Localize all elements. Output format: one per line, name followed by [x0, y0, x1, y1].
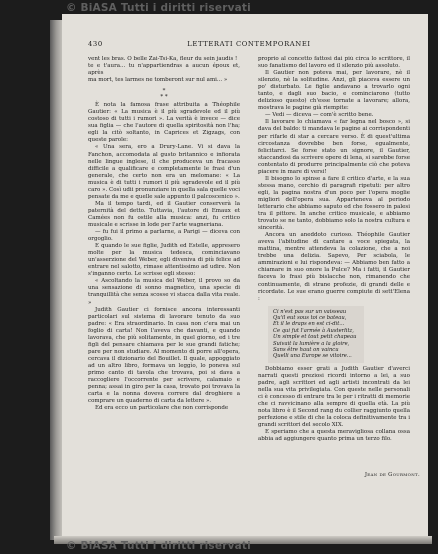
- paragraph: E speriamo che a questa meravigliosa collana ossa abbia ad aggiungere quanto prima un terzo filo.: [258, 429, 410, 443]
- poem-line: Et il le draps en est ci-dit...: [273, 321, 345, 328]
- author-signature: Jean de Gourmont.: [364, 472, 420, 478]
- running-title: LETTERATI CONTEMPORANEI: [187, 40, 311, 48]
- intro-line: te e t'aura... tu n'appartiendras a aucun époux et, après: [88, 63, 240, 77]
- poem-line: Ci n'est pas sur un vaisseau: [273, 308, 347, 315]
- poem-line: Qu'il eut sous toi ce bateau,: [273, 315, 347, 322]
- poem-line: Un simple et tout petit chapeau: [273, 334, 357, 341]
- poem-block: [268, 306, 364, 363]
- intro-line: ma mort, tes larmes ne tomberont sur nul ami... »: [88, 77, 228, 84]
- poem-line: Quelli una Europe se vitoire...: [273, 353, 352, 360]
- paragraph: Judith Gautier ci fornisce ancora interessanti particolari sul sistema di lavorare tenuto da suo padre: « Era straordinario. In casa non c'era mai un foglio di carta! Non l'aveva che davanti, e quando lavorava, che più solitamente, in quel giorno, ed i tre figli del pensare chiamava per le sue grandi fatiche; pare per non studiare. Al momento di porre all'opera, cercava il dizionario del Bouillet. Il quale, appoggiato ad un altro libro, formava un leggìo, lo poneva sul primo canto di tavola che trovava, poi si dava a raccogliere l'occorrente per scrivere, calamaio e penna; assai in giro per la casa, trovato poi trovava la carta e la nonna doveva correre dal droghiere a comprare un quaderno di carta da lettere ».: [88, 306, 240, 405]
- intro-line: vent les bras. O belle Zai-Tsi-Ka, fleur du sein jaudis !: [88, 56, 238, 62]
- paragraph: Il bisogno lo spinse a fare il critico d'arte, e la sua stessa mano, cerchio di paragrafi ripetuti: per altro egli, la pagina nostra d'un poco per l'opera moglie migliori dell'opera sua. Apparteneva al periodo letterario che abbiamo saputo ed che fossero in palesi tra il pittore. In anche critico musicale, e abbiamo trovato se ne tanto, dobbiamo solo la nostra cultura e sincerità.: [258, 175, 410, 232]
- page-header: [88, 40, 410, 51]
- poem-line: Sans être haut on vaincu: [273, 347, 339, 354]
- paragraph: Il Gautier non poteva mai, per lavorare, nè il silenzio, nè la solitudine. Anzi, gli piaceva essere un po' disturbato. Le figlie andavano a trovarlo ogni tanto, e dagli suo bacio, e cominciarono (tutto delizioso questo) ch'esse tornate a lavorare; allora, mostrava le pagine già riempite:: [258, 70, 410, 112]
- paragraph: Dobbiamo esser grati a Judith Gautier d'averci narrati questi preziosi ricordi intorno a lei, a suo padre, agli scrittori ed agli artisti incontrati da lei nella sua vita privilegiata. Con queste nelle personali ci è concesso di entrare tra le per i ritratti di memorie che ci ravvicinano alla sempre di quella età. La più nota libro è il Second rang du collier raggiunto quella perfezione e stile di che la coloca definitivamente tra i grandi scrittori del secolo XIX.: [258, 365, 410, 429]
- paragraph: « Ascoltando la musica del Weber, il provo so da una sensazione di sonno magnetico, una specie di tranquillità che senza scosse vi stacca dalla vita reale. »: [88, 278, 240, 306]
- paragraph: « Una sera, ero a Drury-Lane. Vi si dava la Fanchon, accomodata al gusto britannico e infiorata nelle lingue inglese, il che produceva un fracasso difficile a qualificare e completamente le frasi d'un generale, che certo non era un melomane: « La musica è di tutti i rumori il più sgradevole ed il più caro ». Così udii pronunziare in quella sala quelle voci pensate da me e quelle sale appunto il palcoscenico ».: [88, 144, 240, 200]
- watermark-top: © BiASA Tutti i diritti riservati: [66, 2, 251, 14]
- paragraph: E quando le sue figlie, Judith ed Estelle, appresero molte per la musica tedesca, cominciavano un'asserzione del Weber, egli diveniva di più felice ad entrare nel salotto, rimase attentissimo ad udire. Non s'inganno certo. Le scrisse egli stesso:: [88, 243, 240, 278]
- watermark-bottom: © BiASA Tutti i diritti riservati: [66, 540, 251, 552]
- right-column: [258, 56, 410, 476]
- page-number: 430: [88, 40, 103, 48]
- poem-line: Ce qui fut l'armée à Austerlitz,: [273, 327, 354, 334]
- poem-line: Suivait la lumière a la gloire,: [273, 340, 350, 347]
- paragraph: — fu fui il primo a parlarne, a Parigi — diceva con orgoglio.: [88, 229, 240, 243]
- left-column: [88, 56, 240, 476]
- paragraph: proprio al concetto fattosi dai più circa lo scrittore, il suo fanatismo del lavoro ed il silenzio più assoluto.: [258, 56, 410, 70]
- asterism: * * *: [160, 88, 168, 101]
- paragraph: Ma il tempo tardi, ed il Gautier conserverà la paternità del detto. Tuttavia, l'autore di Emaux et Camées non fu ostile alla musica: anzi, fu critico musicale e scrisse in lode per l'arte wagneriana.: [88, 200, 240, 228]
- paragraph: Ed era ecco un particolare che non corrisponde: [95, 405, 229, 412]
- paragraph: — Vedi — diceva — com'è scritto bene.: [265, 112, 374, 119]
- paragraph: È nota la famosa frase attribuita a Théophile Gautier: « La musica è il più sgradevole ed il più costoso di tutti i rumori ». La verità è invece — dice sua figlia — che l'autore di quella spiritosità non l'ha; egli la citò soltanto, in Caprices et Zigzags, con queste parole:: [88, 102, 240, 144]
- paragraph: Ancora un aneddoto curioso. Théophile Gautier aveva l'abitudine di cantare a voce spiegata, la mattina, mentre attendeva la colazione, che a noi trebbe una delizia. Sapevo, Per sciabola, le ammirazioni e lui rispondeva: — Abbiamo ben fatto a chiamare in suo onore la Pulce? Ma i fatti, il Gautier faceva lo frasi più bislacche non, rimanendo che continuamente, di strane profezie, di grandi delle e ricordate. Le sue erano guerre compiute di sett'Elena :: [258, 232, 410, 302]
- paragraph: Il lavorare lo chiamava « far legna nel bosco », si dava del baldo: ti mandava le pagine ai corrispondenti per rifarle di star a cercare verso. È di quest'ultima circostanza dovrebbe ben forse, egualmente, felicitarci. Se forse stato un signore, il Gautier, staccandosi da scrivere opere di lena, si sarebbe forse contentato di produrre principalmente ciò che poteva piacere in mare di versi!: [258, 119, 410, 175]
